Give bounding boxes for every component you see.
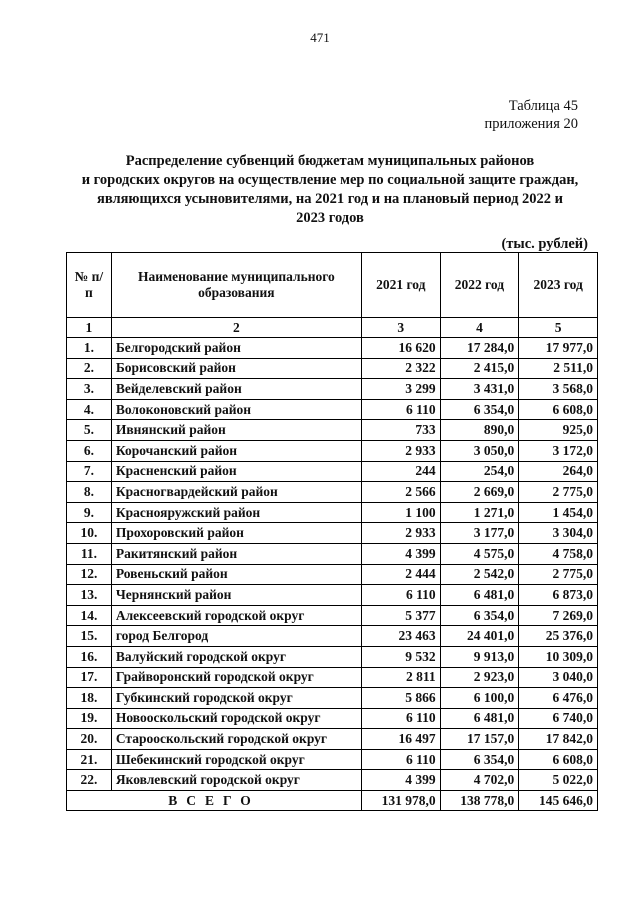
row-num: 8.: [67, 482, 112, 503]
row-2021: 6 110: [361, 585, 440, 606]
row-num: 17.: [67, 667, 112, 688]
total-2023: 145 646,0: [519, 791, 598, 811]
table-row: [67, 358, 598, 379]
row-2021: 6 110: [361, 399, 440, 420]
row-name: Красногвардейский район: [111, 482, 361, 503]
row-2022: 6 481,0: [440, 708, 519, 729]
row-2021: 5 377: [361, 605, 440, 626]
column-index-row: [67, 318, 598, 338]
table-row: [67, 338, 598, 359]
row-num: 18.: [67, 688, 112, 709]
row-num: 19.: [67, 708, 112, 729]
total-row: [67, 791, 598, 811]
row-2023: 6 873,0: [519, 585, 598, 606]
row-2023: 2 775,0: [519, 564, 598, 585]
row-num: 11.: [67, 543, 112, 564]
table-row: [67, 729, 598, 750]
row-2021: 3 299: [361, 379, 440, 400]
row-2022: 2 542,0: [440, 564, 519, 585]
row-2023: 6 608,0: [519, 399, 598, 420]
table-row: [67, 379, 598, 400]
total-2022: 138 778,0: [440, 791, 519, 811]
row-name: Яковлевский городской округ: [111, 770, 361, 791]
row-2021: 16 620: [361, 338, 440, 359]
row-name: Краснояружский район: [111, 502, 361, 523]
total-2021: 131 978,0: [361, 791, 440, 811]
row-2023: 10 309,0: [519, 646, 598, 667]
row-2022: 2 923,0: [440, 667, 519, 688]
row-num: 9.: [67, 502, 112, 523]
row-2021: 4 399: [361, 770, 440, 791]
row-2022: 6 354,0: [440, 605, 519, 626]
row-name: Корочанский район: [111, 440, 361, 461]
row-num: 16.: [67, 646, 112, 667]
table-row: [67, 626, 598, 647]
row-name: Волоконовский район: [111, 399, 361, 420]
row-name: Старооскольский городской округ: [111, 729, 361, 750]
subventions-table: [66, 252, 598, 811]
row-name: Красненский район: [111, 461, 361, 482]
row-2022: 4 702,0: [440, 770, 519, 791]
total-label: ВСЕГО: [67, 791, 362, 811]
row-name: Чернянский район: [111, 585, 361, 606]
header-2022: 2022 год: [440, 253, 519, 318]
table-row: [67, 749, 598, 770]
row-num: 14.: [67, 605, 112, 626]
title-line2: и городских округов на осуществление мер по социальной защите граждан,: [81, 172, 579, 188]
header-num: № п/п: [67, 253, 112, 318]
row-name: Прохоровский район: [111, 523, 361, 544]
row-2022: 17 157,0: [440, 729, 519, 750]
row-name: Новооскольский городской округ: [111, 708, 361, 729]
row-2022: 2 415,0: [440, 358, 519, 379]
row-2022: 890,0: [440, 420, 519, 441]
row-2023: 1 454,0: [519, 502, 598, 523]
row-num: 22.: [67, 770, 112, 791]
row-2022: 254,0: [440, 461, 519, 482]
column-index: 5: [519, 318, 598, 338]
row-2023: 3 172,0: [519, 440, 598, 461]
row-2022: 6 354,0: [440, 749, 519, 770]
row-2022: 3 431,0: [440, 379, 519, 400]
page-number: 471: [310, 30, 330, 45]
row-name: Борисовский район: [111, 358, 361, 379]
row-num: 3.: [67, 379, 112, 400]
column-index: 3: [361, 318, 440, 338]
row-2022: 6 100,0: [440, 688, 519, 709]
row-2022: 6 354,0: [440, 399, 519, 420]
header-2023: 2023 год: [519, 253, 598, 318]
row-2023: 3 304,0: [519, 523, 598, 544]
row-2021: 4 399: [361, 543, 440, 564]
column-index: 2: [111, 318, 361, 338]
row-num: 2.: [67, 358, 112, 379]
document-title: [60, 152, 600, 228]
row-num: 10.: [67, 523, 112, 544]
column-index: 1: [67, 318, 112, 338]
table-row: [67, 564, 598, 585]
row-name: Шебекинский городской округ: [111, 749, 361, 770]
row-2021: 2 811: [361, 667, 440, 688]
row-name: Губкинский городской округ: [111, 688, 361, 709]
row-2022: 4 575,0: [440, 543, 519, 564]
row-2021: 2 933: [361, 523, 440, 544]
row-name: Ровеньский район: [111, 564, 361, 585]
row-name: город Белгород: [111, 626, 361, 647]
row-name: Алексеевский городской округ: [111, 605, 361, 626]
row-2023: 17 842,0: [519, 729, 598, 750]
row-2023: 25 376,0: [519, 626, 598, 647]
table-ref-line1: Таблица 45: [508, 98, 578, 114]
row-num: 20.: [67, 729, 112, 750]
table-row: [67, 585, 598, 606]
row-name: Грайворонский городской округ: [111, 667, 361, 688]
row-2021: 9 532: [361, 646, 440, 667]
row-2022: 9 913,0: [440, 646, 519, 667]
row-2022: 2 669,0: [440, 482, 519, 503]
row-2022: 3 050,0: [440, 440, 519, 461]
row-2021: 244: [361, 461, 440, 482]
row-2021: 1 100: [361, 502, 440, 523]
row-2021: 6 110: [361, 708, 440, 729]
table-header: [67, 253, 598, 338]
row-2023: 2 775,0: [519, 482, 598, 503]
row-2023: 7 269,0: [519, 605, 598, 626]
row-2023: 3 568,0: [519, 379, 598, 400]
row-name: Ракитянский район: [111, 543, 361, 564]
table-row: [67, 667, 598, 688]
row-2021: 6 110: [361, 749, 440, 770]
row-2022: 6 481,0: [440, 585, 519, 606]
row-2023: 4 758,0: [519, 543, 598, 564]
table-row: [67, 482, 598, 503]
row-num: 7.: [67, 461, 112, 482]
row-2023: 925,0: [519, 420, 598, 441]
units-label: (тыс. рублей): [501, 236, 588, 252]
row-2021: 2 322: [361, 358, 440, 379]
header-name: Наименование муниципального образования: [111, 253, 361, 318]
row-name: Вейделевский район: [111, 379, 361, 400]
row-num: 1.: [67, 338, 112, 359]
row-2023: 6 740,0: [519, 708, 598, 729]
row-num: 13.: [67, 585, 112, 606]
row-2021: 2 933: [361, 440, 440, 461]
row-num: 15.: [67, 626, 112, 647]
table-row: [67, 708, 598, 729]
row-num: 6.: [67, 440, 112, 461]
header-2021: 2021 год: [361, 253, 440, 318]
row-2023: 264,0: [519, 461, 598, 482]
column-index: 4: [440, 318, 519, 338]
row-2021: 5 866: [361, 688, 440, 709]
table-row: [67, 399, 598, 420]
row-2023: 3 040,0: [519, 667, 598, 688]
row-2023: 6 608,0: [519, 749, 598, 770]
title-line1: Распределение субвенций бюджетам муниципальных районов: [125, 153, 535, 169]
table-row: [67, 461, 598, 482]
row-2023: 6 476,0: [519, 688, 598, 709]
table-row: [67, 646, 598, 667]
row-2021: 16 497: [361, 729, 440, 750]
title-line3: являющихся усыновителями, на 2021 год и на плановый период 2022 и: [96, 191, 564, 207]
table-row: [67, 770, 598, 791]
row-2022: 3 177,0: [440, 523, 519, 544]
row-name: Ивнянский район: [111, 420, 361, 441]
row-2022: 17 284,0: [440, 338, 519, 359]
row-name: Белгородский район: [111, 338, 361, 359]
row-2023: 5 022,0: [519, 770, 598, 791]
row-2023: 17 977,0: [519, 338, 598, 359]
row-2022: 1 271,0: [440, 502, 519, 523]
table-reference: [485, 97, 578, 133]
table-row: [67, 420, 598, 441]
row-2023: 2 511,0: [519, 358, 598, 379]
row-num: 12.: [67, 564, 112, 585]
table-row: [67, 543, 598, 564]
row-2021: 2 444: [361, 564, 440, 585]
table-row: [67, 688, 598, 709]
row-name: Валуйский городской округ: [111, 646, 361, 667]
table-row: [67, 502, 598, 523]
table-row: [67, 605, 598, 626]
row-2021: 733: [361, 420, 440, 441]
title-line4: 2023 годов: [296, 210, 364, 226]
row-2021: 23 463: [361, 626, 440, 647]
table-ref-line2: приложения 20: [484, 116, 578, 132]
row-num: 5.: [67, 420, 112, 441]
row-2021: 2 566: [361, 482, 440, 503]
row-num: 21.: [67, 749, 112, 770]
row-num: 4.: [67, 399, 112, 420]
table-row: [67, 523, 598, 544]
table-body: [67, 338, 598, 811]
table-row: [67, 440, 598, 461]
row-2022: 24 401,0: [440, 626, 519, 647]
